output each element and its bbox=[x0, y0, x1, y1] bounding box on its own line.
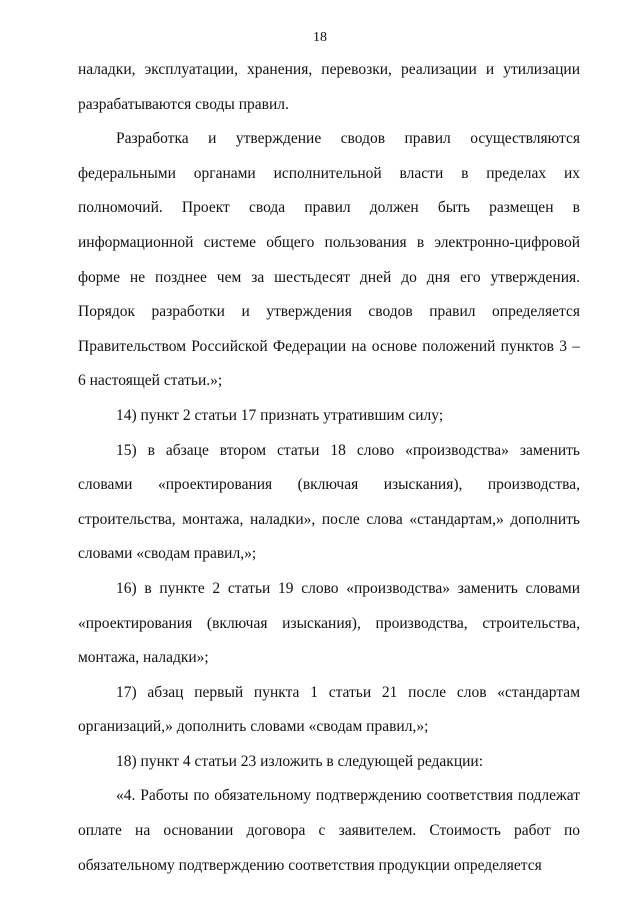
paragraph-item-14: 14) пункт 2 статьи 17 признать утратившим силу; bbox=[116, 406, 444, 424]
paragraph-continuation: наладки, эксплуатации, хранения, перевозки, реализации и утилизации разрабатываются своды правил. bbox=[78, 61, 580, 113]
page-number: 18 bbox=[313, 30, 327, 45]
paragraph-item-15: 15) в абзаце втором статьи 18 слово «производства» заменить словами «проектирования (включая изыскания), производства, строительства, монтажа, наладки», после слова «стандартам,» дополнить словами «сводам правил,»; bbox=[78, 441, 580, 563]
paragraph-quoted-point-4: «4. Работы по обязательному подтверждению соответствия подлежат оплате на основании договора с заявителем. Стоимость работ по обязательному подтверждению соответствия продукции определяется bbox=[78, 787, 580, 874]
paragraph-item-18: 18) пункт 4 статьи 23 изложить в следующей редакции: bbox=[116, 752, 484, 770]
paragraph-item-17: 17) абзац первый пункта 1 статьи 21 после слов «стандартам организаций,» дополнить словами «сводам правил,»; bbox=[78, 683, 580, 736]
document-body bbox=[78, 53, 580, 883]
paragraph-code-development: Разработка и утверждение сводов правил осуществляются федеральными органами исполнительной власти в пределах их полномочий. Проект свода правил должен быть размещен в информационной системе общего пользования в электронно-цифровой форме не позднее чем за шестьдесят дней до дня его утверждения. Порядок разработки и утверждения сводов правил определяется Правительством Российской Федерации на основе положений пунктов 3 – 6 настоящей статьи.»; bbox=[78, 130, 580, 390]
paragraph-item-16: 16) в пункте 2 статьи 19 слово «производства» заменить словами «проектирования (включая изыскания), производства, строительства, монтажа, наладки»; bbox=[78, 579, 580, 667]
